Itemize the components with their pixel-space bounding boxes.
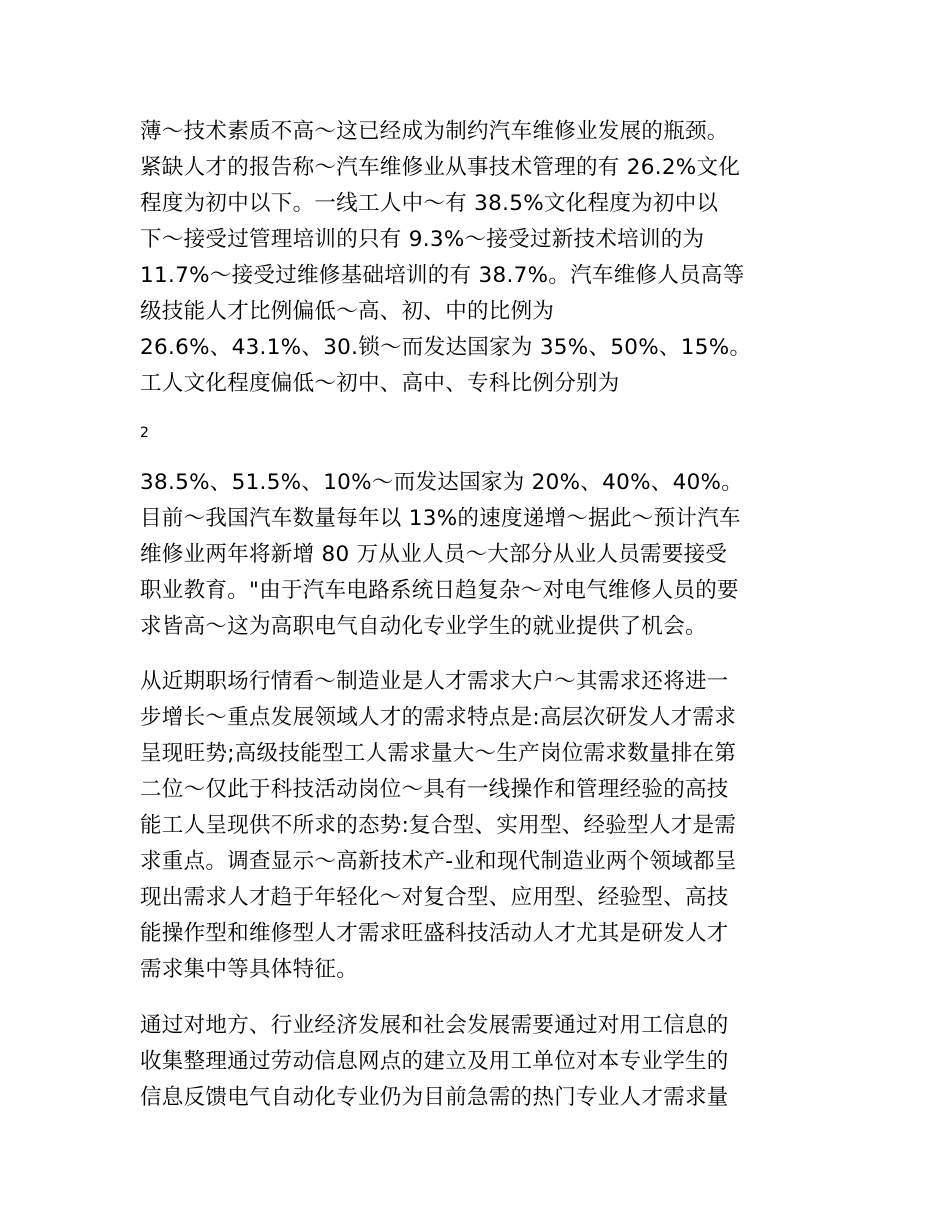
text-line: 薄～技术素质不高～这已经成为制约汽车维修业发展的瓶颈。 [140, 119, 729, 144]
text-line: 目前～我国汽车数量每年以 13%的速度递增～据此～预计汽车 [140, 506, 741, 531]
text-line: 26.6%、43.1%、30.锁～而发达国家为 35%、50%、15%。 [140, 335, 752, 360]
text-line: 求重点。调查显示～高新技术产-业和现代制造业两个领域都呈 [140, 849, 737, 874]
text-line: 呈现旺势;高级技能型工人需求量大～生产岗位需求数量排在第 [140, 741, 737, 766]
text-line: 求皆高～这为高职电气自动化专业学生的就业提供了机会。 [140, 614, 707, 639]
text-line: 从近期职场行情看～制造业是人才需求大户～其需求还将进一 [140, 669, 729, 694]
text-line: 能工人呈现供不所求的态势:复合型、实用型、经验型人才是需 [140, 813, 737, 838]
text-line: 信息反馈电气自动化专业仍为目前急需的热门专业人才需求量 [140, 1085, 729, 1110]
text-line: 程度为初中以下。一线工人中～有 38.5%文化程度为初中以 [140, 191, 719, 216]
text-line: 维修业两年将新增 80 万从业人员～大部分从业人员需要接受 [140, 542, 728, 567]
text-line: 下～接受过管理培训的只有 9.3%～接受过新技术培训的为 [140, 227, 705, 252]
text-line: 通过对地方、行业经济发展和社会发展需要通过对用工信息的 [140, 1013, 729, 1038]
paragraph-4 [140, 1008, 820, 1116]
text-line: 收集整理通过劳动信息网点的建立及用工单位对本专业学生的 [140, 1049, 729, 1074]
text-line: 职业教育。"由于汽车电路系统日趋复杂～对电气维修人员的要 [140, 578, 739, 603]
text-line: 紧缺人才的报告称～汽车维修业从事技术管理的有 26.2%文化 [140, 155, 741, 180]
text-line: 级技能人才比例偏低～高、初、中的比例为 [140, 299, 555, 324]
paragraph-2 [140, 465, 820, 645]
text-line: 工人文化程度偏低～初中、高中、专科比例分别为 [140, 371, 620, 396]
paragraph-3 [140, 664, 820, 988]
text-line: 二位～仅此于科技活动岗位～具有一线操作和管理经验的高技 [140, 777, 729, 802]
text-line: 步增长～重点发展领域人才的需求特点是:高层次研发人才需求 [140, 705, 737, 730]
text-line: 现出需求人才趋于年轻化～对复合型、应用型、经验型、高技 [140, 885, 729, 910]
text-line: 11.7%～接受过维修基础培训的有 38.7%。汽车维修人员高等 [140, 263, 745, 288]
text-line: 能操作型和维修型人才需求旺盛科技活动人才尤其是研发人才 [140, 921, 729, 946]
text-line: 需求集中等具体特征。 [140, 957, 359, 982]
text-line: 38.5%、51.5%、10%～而发达国家为 20%、40%、40%。 [140, 470, 744, 495]
paragraph-1 [140, 114, 820, 402]
page-number: 2 [140, 425, 149, 441]
